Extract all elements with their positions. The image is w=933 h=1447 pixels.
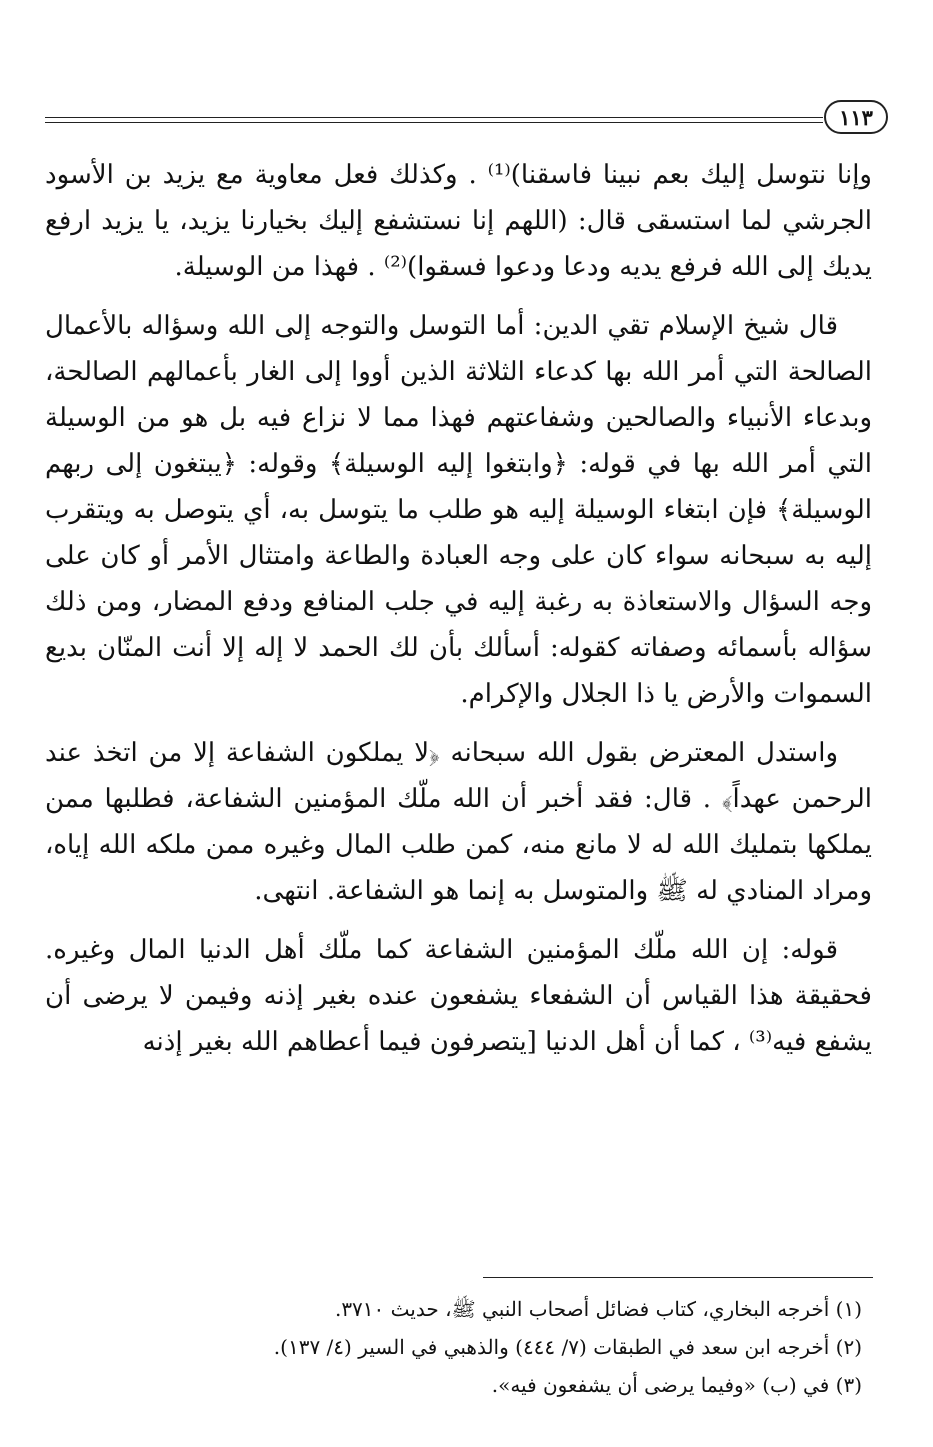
footnotes: [45, 1290, 872, 1404]
paragraph-3: واستدل المعترض بقول الله سبحانه ﴿لا يملكون الشفاعة إلا من اتخذ عند الرحمن عهداً﴾ . قال: فقد أخبر أن الله ملّك المؤمنين الشفاعة، فطلبها ممن يملكها بتمليك الله له لا مانع منه، كمن طلب المال وغيره ممن ملكه الله إياه، ومراد المنادي له ﷺ والمتوسل به إنما هو الشفاعة. انتهى.: [45, 738, 872, 906]
footnote-1: (١) أخرجه البخاري، كتاب فضائل أصحاب النبي ﷺ، حديث ٣٧١٠.: [334, 1297, 862, 1321]
paragraph-4: قوله: إن الله ملّك المؤمنين الشفاعة كما ملّك أهل الدنيا المال وغيره. فحقيقة هذا القياس أن الشفعاء يشفعون عنده بغير إذنه وفيمن لا يرضى أن يشفع فيه⁽³⁾ ، كما أن أهل الدنيا [يتصرفون فيما أعطاهم الله بغير إذنه: [45, 935, 872, 1057]
paragraph-1: وإنا نتوسل إليك بعم نبينا فاسقنا)⁽¹⁾ . وكذلك فعل معاوية مع يزيد بن الأسود الجرشي لما استسقى قال: (اللهم إنا نستشفع إليك بخيارنا يزيد، يا يزيد ارفع يديك إلى الله فرفع يديه ودعا ودعوا فسقوا)⁽²⁾ . فهذا من الوسيلة.: [45, 160, 872, 282]
footnote-separator: [483, 1277, 873, 1278]
footnote-2: (٢) أخرجه ابن سعد في الطبقات (٧/ ٤٤٤) والذهبي في السير (٤/ ١٣٧).: [273, 1335, 862, 1359]
header-rule: [45, 117, 823, 123]
body-text: [45, 152, 872, 1078]
footnote-3: (٣) في (ب) «وفيما يرضى أن يشفعون فيه».: [491, 1373, 862, 1397]
page-number: ١١٣: [839, 104, 873, 130]
paragraph-2: قال شيخ الإسلام تقي الدين: أما التوسل والتوجه إلى الله وسؤاله بالأعمال الصالحة التي أمر الله بها كدعاء الثلاثة الذين أووا إلى الغار بأعمالهم الصالحة، وبدعاء الأنبياء والصالحين وشفاعتهم فهذا مما لا نزاع فيه بل هو من الوسيلة التي أمر الله بها في قوله: ﴿وابتغوا إليه الوسيلة﴾ وقوله: ﴿يبتغون إلى ربهم الوسيلة﴾ فإن ابتغاء الوسيلة إليه هو طلب ما يتوسل به، أي يتوصل به ويتقرب إليه به سبحانه سواء كان على وجه العبادة والطاعة وامتثال الأمر أو كان على وجه السؤال والاستعاذة به رغبة إليه في جلب المنافع ودفع المضار، ومن ذلك سؤاله بأسمائه وصفاته كقوله: أسألك بأن لك الحمد لا إله إلا أنت المنّان بديع السموات والأرض يا ذا الجلال والإكرام.: [45, 311, 872, 709]
page-number-badge: [824, 100, 888, 134]
